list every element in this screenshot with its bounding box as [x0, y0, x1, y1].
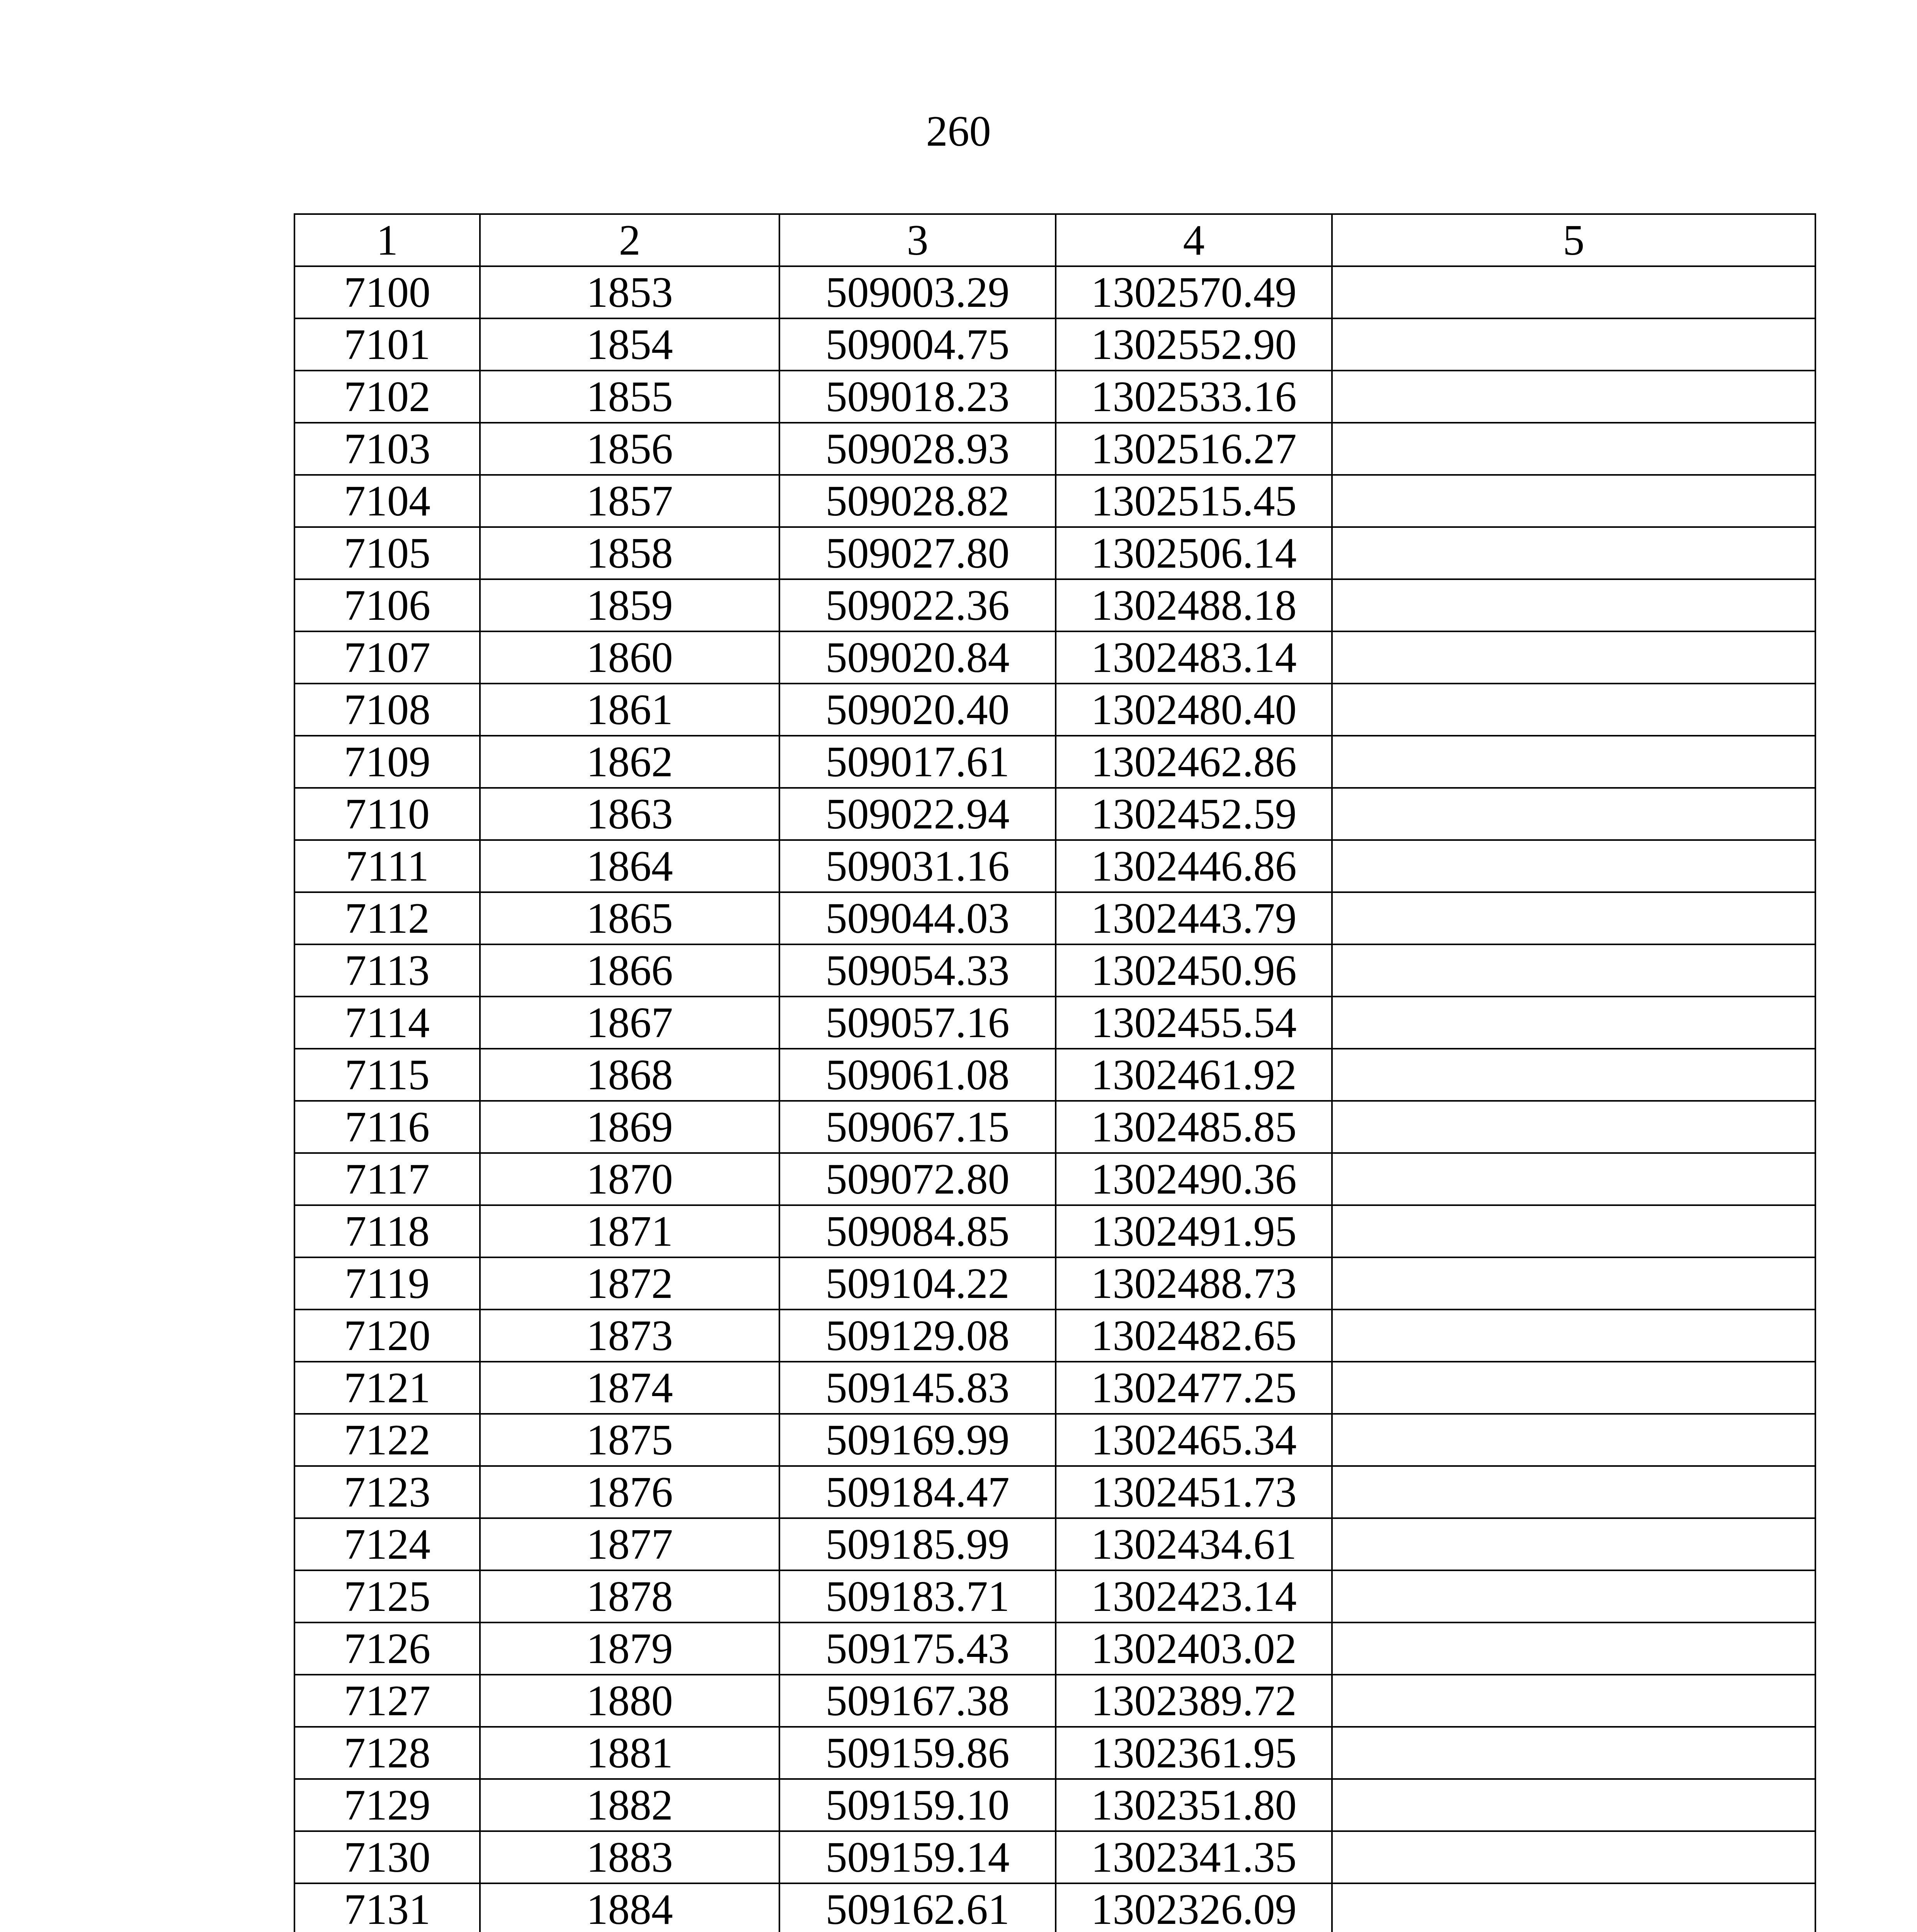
point-number-cell: 7106: [294, 579, 480, 631]
x-coordinate-cell: 509017.61: [779, 736, 1056, 788]
note-cell: [1332, 1049, 1815, 1101]
table-row: [294, 1153, 1815, 1205]
table-row: [294, 1675, 1815, 1727]
table-row: [294, 1727, 1815, 1779]
y-coordinate-cell: 1302506.14: [1056, 527, 1332, 579]
x-coordinate-cell: 509184.47: [779, 1466, 1056, 1518]
y-coordinate-cell: 1302462.86: [1056, 736, 1332, 788]
x-coordinate-cell: 509145.83: [779, 1362, 1056, 1414]
x-coordinate-cell: 509003.29: [779, 266, 1056, 318]
y-coordinate-cell: 1302326.09: [1056, 1883, 1332, 1932]
column-header-2: 2: [480, 214, 779, 266]
point-number-cell: 7111: [294, 840, 480, 892]
point-number-cell: 7129: [294, 1779, 480, 1831]
x-coordinate-cell: 509027.80: [779, 527, 1056, 579]
x-coordinate-cell: 509028.93: [779, 423, 1056, 475]
x-coordinate-cell: 509057.16: [779, 997, 1056, 1049]
note-cell: [1332, 1362, 1815, 1414]
y-coordinate-cell: 1302450.96: [1056, 944, 1332, 997]
point-number-cell: 7131: [294, 1883, 480, 1932]
point-number-cell: 7109: [294, 736, 480, 788]
table-row: [294, 1466, 1815, 1518]
x-coordinate-cell: 509129.08: [779, 1310, 1056, 1362]
index-cell: 1859: [480, 579, 779, 631]
y-coordinate-cell: 1302461.92: [1056, 1049, 1332, 1101]
point-number-cell: 7100: [294, 266, 480, 318]
note-cell: [1332, 997, 1815, 1049]
point-number-cell: 7118: [294, 1205, 480, 1257]
index-cell: 1874: [480, 1362, 779, 1414]
table-row: [294, 788, 1815, 840]
point-number-cell: 7103: [294, 423, 480, 475]
y-coordinate-cell: 1302403.02: [1056, 1622, 1332, 1675]
table-row: [294, 1049, 1815, 1101]
index-cell: 1880: [480, 1675, 779, 1727]
note-cell: [1332, 736, 1815, 788]
index-cell: 1856: [480, 423, 779, 475]
x-coordinate-cell: 509018.23: [779, 371, 1056, 423]
y-coordinate-cell: 1302480.40: [1056, 684, 1332, 736]
note-cell: [1332, 475, 1815, 527]
note-cell: [1332, 788, 1815, 840]
index-cell: 1875: [480, 1414, 779, 1466]
x-coordinate-cell: 509084.85: [779, 1205, 1056, 1257]
page-number: 260: [926, 107, 991, 155]
note-cell: [1332, 1205, 1815, 1257]
note-cell: [1332, 423, 1815, 475]
note-cell: [1332, 1518, 1815, 1570]
index-cell: 1879: [480, 1622, 779, 1675]
index-cell: 1871: [480, 1205, 779, 1257]
y-coordinate-cell: 1302446.86: [1056, 840, 1332, 892]
table-row: [294, 684, 1815, 736]
x-coordinate-cell: 509185.99: [779, 1518, 1056, 1570]
y-coordinate-cell: 1302423.14: [1056, 1570, 1332, 1622]
y-coordinate-cell: 1302465.34: [1056, 1414, 1332, 1466]
y-coordinate-cell: 1302434.61: [1056, 1518, 1332, 1570]
index-cell: 1869: [480, 1101, 779, 1153]
note-cell: [1332, 1727, 1815, 1779]
x-coordinate-cell: 509175.43: [779, 1622, 1056, 1675]
y-coordinate-cell: 1302491.95: [1056, 1205, 1332, 1257]
y-coordinate-cell: 1302451.73: [1056, 1466, 1332, 1518]
table-row: [294, 475, 1815, 527]
y-coordinate-cell: 1302452.59: [1056, 788, 1332, 840]
header-row: [294, 214, 1815, 266]
y-coordinate-cell: 1302485.85: [1056, 1101, 1332, 1153]
note-cell: [1332, 684, 1815, 736]
x-coordinate-cell: 509162.61: [779, 1883, 1056, 1932]
table-row: [294, 1883, 1815, 1932]
point-number-cell: 7114: [294, 997, 480, 1049]
note-cell: [1332, 1675, 1815, 1727]
index-cell: 1873: [480, 1310, 779, 1362]
column-header-3: 3: [779, 214, 1056, 266]
index-cell: 1877: [480, 1518, 779, 1570]
x-coordinate-cell: 509067.15: [779, 1101, 1056, 1153]
table-row: [294, 1570, 1815, 1622]
index-cell: 1884: [480, 1883, 779, 1932]
point-number-cell: 7101: [294, 318, 480, 371]
note-cell: [1332, 1570, 1815, 1622]
table-row: [294, 423, 1815, 475]
point-number-cell: 7124: [294, 1518, 480, 1570]
note-cell: [1332, 1101, 1815, 1153]
note-cell: [1332, 1153, 1815, 1205]
point-number-cell: 7123: [294, 1466, 480, 1518]
y-coordinate-cell: 1302482.65: [1056, 1310, 1332, 1362]
index-cell: 1862: [480, 736, 779, 788]
index-cell: 1883: [480, 1831, 779, 1883]
note-cell: [1332, 318, 1815, 371]
table-row: [294, 1257, 1815, 1310]
y-coordinate-cell: 1302483.14: [1056, 631, 1332, 684]
index-cell: 1882: [480, 1779, 779, 1831]
x-coordinate-cell: 509183.71: [779, 1570, 1056, 1622]
x-coordinate-cell: 509167.38: [779, 1675, 1056, 1727]
point-number-cell: 7112: [294, 892, 480, 944]
index-cell: 1861: [480, 684, 779, 736]
index-cell: 1868: [480, 1049, 779, 1101]
point-number-cell: 7102: [294, 371, 480, 423]
point-number-cell: 7105: [294, 527, 480, 579]
table-row: [294, 318, 1815, 371]
table-row: [294, 1622, 1815, 1675]
x-coordinate-cell: 509104.22: [779, 1257, 1056, 1310]
note-cell: [1332, 1310, 1815, 1362]
note-cell: [1332, 1883, 1815, 1932]
point-number-cell: 7108: [294, 684, 480, 736]
index-cell: 1860: [480, 631, 779, 684]
x-coordinate-cell: 509031.16: [779, 840, 1056, 892]
table-row: [294, 944, 1815, 997]
table-row: [294, 266, 1815, 318]
y-coordinate-cell: 1302488.73: [1056, 1257, 1332, 1310]
index-cell: 1865: [480, 892, 779, 944]
note-cell: [1332, 1622, 1815, 1675]
point-number-cell: 7115: [294, 1049, 480, 1101]
note-cell: [1332, 371, 1815, 423]
table-row: [294, 840, 1815, 892]
x-coordinate-cell: 509022.36: [779, 579, 1056, 631]
index-cell: 1858: [480, 527, 779, 579]
point-number-cell: 7104: [294, 475, 480, 527]
column-header-1: 1: [294, 214, 480, 266]
point-number-cell: 7116: [294, 1101, 480, 1153]
table-row: [294, 1831, 1815, 1883]
index-cell: 1863: [480, 788, 779, 840]
note-cell: [1332, 892, 1815, 944]
table-row: [294, 997, 1815, 1049]
x-coordinate-cell: 509022.94: [779, 788, 1056, 840]
point-number-cell: 7119: [294, 1257, 480, 1310]
point-number-cell: 7120: [294, 1310, 480, 1362]
point-number-cell: 7117: [294, 1153, 480, 1205]
index-cell: 1881: [480, 1727, 779, 1779]
point-number-cell: 7107: [294, 631, 480, 684]
table-row: [294, 1101, 1815, 1153]
x-coordinate-cell: 509169.99: [779, 1414, 1056, 1466]
y-coordinate-cell: 1302570.49: [1056, 266, 1332, 318]
note-cell: [1332, 1466, 1815, 1518]
note-cell: [1332, 944, 1815, 997]
index-cell: 1857: [480, 475, 779, 527]
note-cell: [1332, 1779, 1815, 1831]
table-row: [294, 1205, 1815, 1257]
x-coordinate-cell: 509028.82: [779, 475, 1056, 527]
x-coordinate-cell: 509044.03: [779, 892, 1056, 944]
y-coordinate-cell: 1302389.72: [1056, 1675, 1332, 1727]
table-row: [294, 1362, 1815, 1414]
note-cell: [1332, 840, 1815, 892]
index-cell: 1867: [480, 997, 779, 1049]
index-cell: 1866: [480, 944, 779, 997]
index-cell: 1854: [480, 318, 779, 371]
y-coordinate-cell: 1302341.35: [1056, 1831, 1332, 1883]
column-header-4: 4: [1056, 214, 1332, 266]
table-row: [294, 527, 1815, 579]
table-row: [294, 1310, 1815, 1362]
y-coordinate-cell: 1302351.80: [1056, 1779, 1332, 1831]
x-coordinate-cell: 509072.80: [779, 1153, 1056, 1205]
table-row: [294, 736, 1815, 788]
note-cell: [1332, 266, 1815, 318]
y-coordinate-cell: 1302455.54: [1056, 997, 1332, 1049]
y-coordinate-cell: 1302490.36: [1056, 1153, 1332, 1205]
note-cell: [1332, 1831, 1815, 1883]
point-number-cell: 7125: [294, 1570, 480, 1622]
y-coordinate-cell: 1302443.79: [1056, 892, 1332, 944]
table-row: [294, 371, 1815, 423]
table-row: [294, 631, 1815, 684]
index-cell: 1853: [480, 266, 779, 318]
point-number-cell: 7128: [294, 1727, 480, 1779]
y-coordinate-cell: 1302515.45: [1056, 475, 1332, 527]
index-cell: 1876: [480, 1466, 779, 1518]
table-row: [294, 1414, 1815, 1466]
x-coordinate-cell: 509004.75: [779, 318, 1056, 371]
table-row: [294, 892, 1815, 944]
y-coordinate-cell: 1302488.18: [1056, 579, 1332, 631]
y-coordinate-cell: 1302361.95: [1056, 1727, 1332, 1779]
y-coordinate-cell: 1302533.16: [1056, 371, 1332, 423]
note-cell: [1332, 1257, 1815, 1310]
table-row: [294, 1779, 1815, 1831]
note-cell: [1332, 1414, 1815, 1466]
index-cell: 1878: [480, 1570, 779, 1622]
index-cell: 1864: [480, 840, 779, 892]
note-cell: [1332, 631, 1815, 684]
x-coordinate-cell: 509054.33: [779, 944, 1056, 997]
table-row: [294, 579, 1815, 631]
note-cell: [1332, 579, 1815, 631]
note-cell: [1332, 527, 1815, 579]
x-coordinate-cell: 509061.08: [779, 1049, 1056, 1101]
point-number-cell: 7122: [294, 1414, 480, 1466]
x-coordinate-cell: 509159.86: [779, 1727, 1056, 1779]
y-coordinate-cell: 1302552.90: [1056, 318, 1332, 371]
point-number-cell: 7113: [294, 944, 480, 997]
index-cell: 1855: [480, 371, 779, 423]
index-cell: 1872: [480, 1257, 779, 1310]
point-number-cell: 7110: [294, 788, 480, 840]
point-number-cell: 7126: [294, 1622, 480, 1675]
point-number-cell: 7127: [294, 1675, 480, 1727]
table-body: [294, 214, 1815, 1932]
x-coordinate-cell: 509159.14: [779, 1831, 1056, 1883]
index-cell: 1870: [480, 1153, 779, 1205]
point-number-cell: 7121: [294, 1362, 480, 1414]
coordinates-table: [294, 213, 1816, 1932]
point-number-cell: 7130: [294, 1831, 480, 1883]
column-header-5: 5: [1332, 214, 1815, 266]
x-coordinate-cell: 509020.84: [779, 631, 1056, 684]
x-coordinate-cell: 509159.10: [779, 1779, 1056, 1831]
table-row: [294, 1518, 1815, 1570]
y-coordinate-cell: 1302477.25: [1056, 1362, 1332, 1414]
y-coordinate-cell: 1302516.27: [1056, 423, 1332, 475]
x-coordinate-cell: 509020.40: [779, 684, 1056, 736]
